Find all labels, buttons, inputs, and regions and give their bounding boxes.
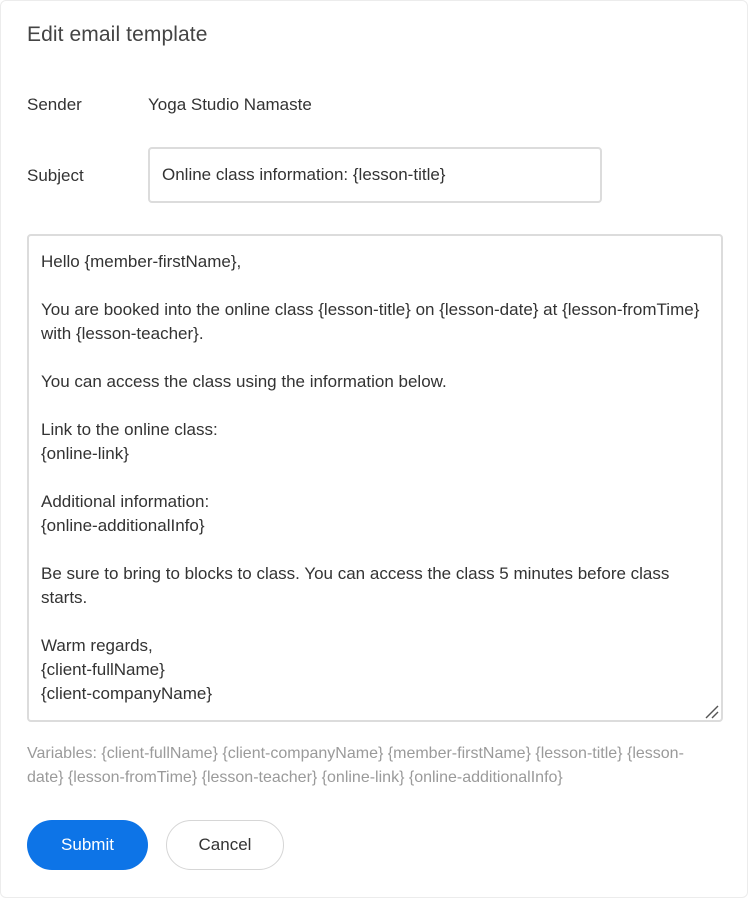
dialog-title: Edit email template bbox=[27, 23, 208, 46]
subject-label: Subject bbox=[27, 166, 84, 185]
subject-input[interactable] bbox=[148, 147, 602, 203]
email-body-textarea[interactable] bbox=[27, 234, 723, 722]
resize-grip-icon[interactable] bbox=[703, 703, 719, 719]
cancel-button[interactable]: Cancel bbox=[166, 820, 284, 870]
variables-hint: Variables: {client-fullName} {client-companyName} {member-firstName} {lesson-title} {lesson-date} {lesson-fromTime} {lesson-teacher} {online-link} {online-additionalInfo} bbox=[27, 745, 684, 786]
sender-label: Sender bbox=[27, 95, 82, 114]
submit-button[interactable]: Submit bbox=[27, 820, 148, 870]
sender-value: Yoga Studio Namaste bbox=[148, 95, 312, 114]
